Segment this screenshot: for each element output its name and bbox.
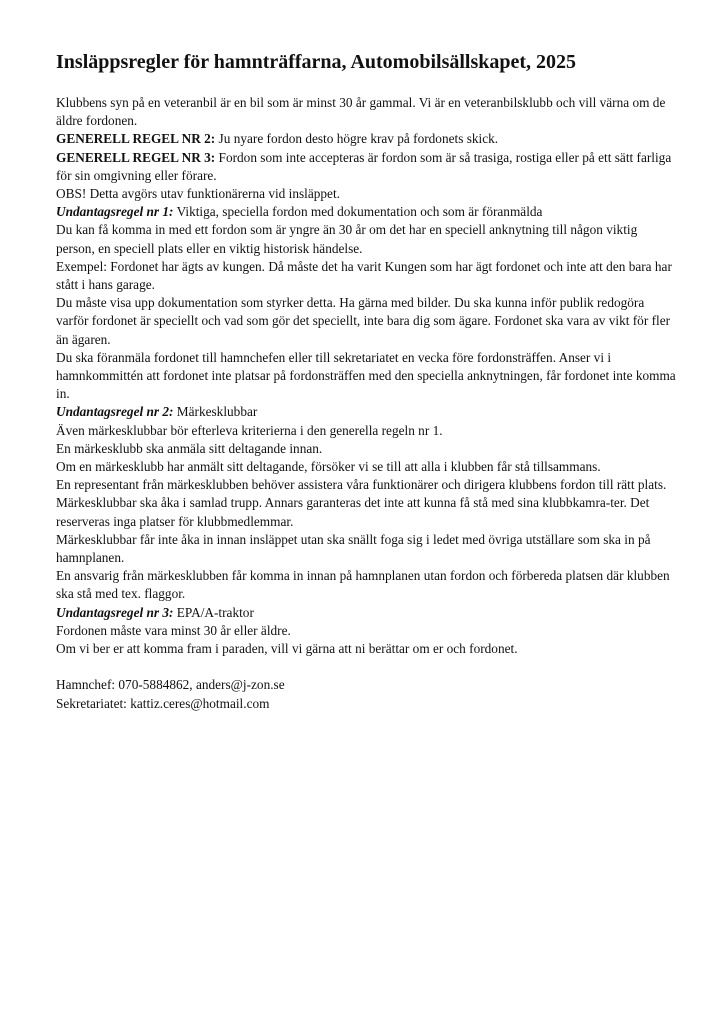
contact-harbour-chief: Hamnchef: 070-5884862, anders@j-zon.se [56, 677, 285, 693]
exception-1-paragraph: Du kan få komma in med ett fordon som är yngre än 30 år om det har en speciell anknytning till någon viktig person, en speciell plats eller en viktig historisk händelse. [56, 222, 638, 256]
exception-2-paragraph: Märkesklubbar får inte åka in innan insläppet utan ska snällt foga sig i ledet med övriga utställare som ska in på hamnplanen. [56, 531, 651, 566]
rule-2 [56, 130, 676, 148]
intro-paragraph: Klubbens syn på en veteranbil är en bil som är minst 30 år gammal. Vi är en veteranbilsklubb och vill värna om de äldre fordonen. [56, 95, 666, 129]
exception-3-paragraph: Fordonen måste vara minst 30 år eller äldre. [56, 622, 291, 638]
exception-2-heading [56, 403, 676, 421]
exception-1-heading [56, 203, 676, 221]
exception-2-paragraph: En märkesklubb ska anmäla sitt deltagande innan. [56, 440, 323, 456]
exception-3-text: EPA/A-traktor [173, 604, 254, 620]
exception-1-paragraph: Du ska föranmäla fordonet till hamnchefen eller till sekretariatet en vecka före fordonsträffen. Anser vi i hamnkommittén att fordonet inte platsar på fordonsträffen med den speciella anknytningen, får fordonet inte komma in. [56, 349, 676, 402]
exception-1-text: Viktiga, speciella fordon med dokumentation och som är föranmälda [173, 204, 543, 220]
exception-3-heading [56, 604, 676, 622]
contact-secretariat: Sekretariatet: kattiz.ceres@hotmail.com [56, 695, 270, 711]
exception-1-label: Undantagsregel nr 1: [56, 204, 174, 220]
rule-3-text: Fordon som inte accepteras är fordon som är så trasiga, rostiga eller på ett sätt farliga för sin omgivning eller förare. [56, 149, 672, 183]
exception-3-label: Undantagsregel nr 3: [56, 604, 174, 620]
exception-2-paragraph: Även märkesklubbar bör efterleva kriterierna i den generella regeln nr 1. [56, 422, 443, 438]
exception-2-paragraph: En ansvarig från märkesklubben får komma in innan på hamnplanen utan fordon och förbereda platsen där klubben ska stå med tex. flaggor. [56, 568, 670, 602]
rule-3 [56, 149, 676, 185]
exception-1-paragraph: Du måste visa upp dokumentation som styrker detta. Ha gärna med bilder. Du ska kunna inför publik redogöra varför fordonet är speciellt och vad som gör det speciellt, inte bara dig som ägare. Fordonet ska vara av vikt för fler än ägaren. [56, 295, 671, 347]
rule-3-label: GENERELL REGEL NR 3: [56, 149, 216, 165]
exception-3-paragraph: Om vi ber er att komma fram i paraden, vill vi gärna att ni berättar om er och fordonet. [56, 641, 518, 657]
contact-block [56, 676, 676, 712]
rule-2-label: GENERELL REGEL NR 2: [56, 131, 216, 147]
document-page [56, 50, 676, 713]
exception-2-label: Undantagsregel nr 2: [56, 404, 174, 420]
document-body [56, 94, 676, 658]
exception-2-text: Märkesklubbar [173, 404, 258, 420]
exception-1-paragraph: Exempel: Fordonet har ägts av kungen. Då måste det ha varit Kungen som har ägt fordonet och inte att den bara har stått i hans garage. [56, 258, 672, 293]
exception-2-paragraph: Om en märkesklubb har anmält sitt deltagande, försöker vi se till att alla i klubben får stå tillsammans. [56, 459, 601, 475]
exception-2-paragraph: En representant från märkesklubben behöver assistera våra funktionärer och dirigera klubbens fordon till rätt plats. [56, 477, 667, 493]
obs-note: OBS! Detta avgörs utav funktionärerna vid insläppet. [56, 186, 340, 202]
exception-2-paragraph: Märkesklubbar ska åka i samlad trupp. Annars garanteras det inte att kunna få stå med sina klubbkamra-ter. Det reserveras inga platser för klubbmedlemmar. [56, 495, 650, 529]
rule-2-text: Ju nyare fordon desto högre krav på fordonets skick. [215, 131, 499, 147]
document-title: Insläppsregler för hamnträffarna, Automobilsällskapet, 2025 [56, 51, 577, 73]
